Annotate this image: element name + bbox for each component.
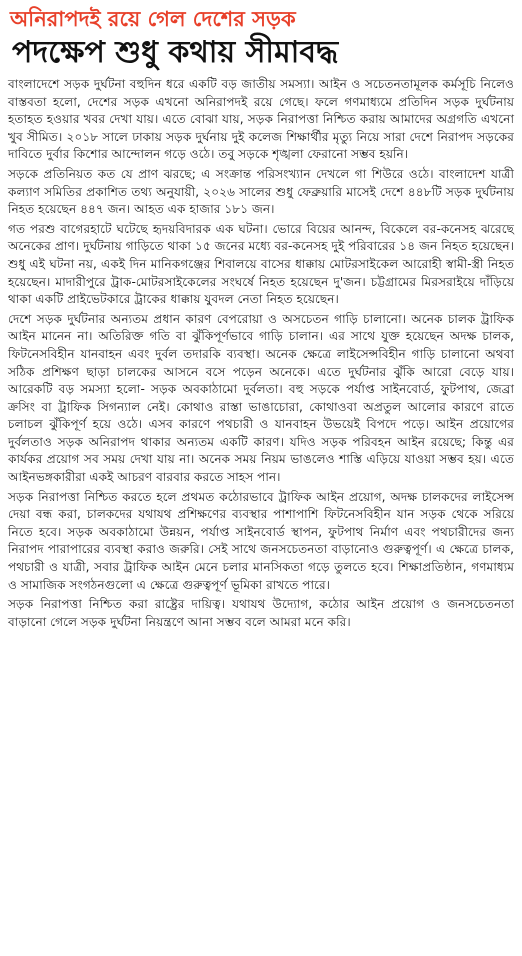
article-headline: পদক্ষেপ শুধু কথায় সীমাবদ্ধ [12, 35, 339, 70]
article-paragraph: সড়ক নিরাপত্তা নিশ্চিত করা রাষ্ট্রের দায়িত্ব। যথাযথ উদ্যোগ, কঠোর আইন প্রয়োগ ও জনসচেতনতা বাড়ানো গেলে সড়ক দুর্ঘটনা নিয়ন্ত্রণে আনা সম্ভব বলে আমরা মনে করি। [8, 597, 514, 629]
article-paragraph: সড়ক নিরাপত্তা নিশ্চিত করতে হলে প্রথমত কঠোরভাবে ট্রাফিক আইন প্রয়োগ, অদক্ষ চালকদের লাইসেন্স দেয়া বন্ধ করা, চালকদের যথাযথ প্রশিক্ষণের ব্যবস্থার পাশাপাশি ফিটনেসবিহীন যান সড়ক থেকে সরিয়ে নিতে হবে। সড়ক অবকাঠামো উন্নয়ন, পর্যাপ্ত সাইনবোর্ড স্থাপন, ফুটপাথ নির্মাণ এবং পথচারীদের জন্য নিরাপদ পারাপারের ব্যবস্থা করাও জরুরি। সেই সাথে জনসচেতনতা বাড়ানোও গুরুত্বপূর্ণ। এ ক্ষেত্রে চালক, পথচারী ও যাত্রী, সবার ট্রাফিক আইন মেনে চলার মানসিকতা গড়ে তুলতে হবে। শিক্ষাপ্রতিষ্ঠান, গণমাধ্যম ও সামাজিক সংগঠনগুলো এ ক্ষেত্রে গুরুত্বপূর্ণ ভূমিকা রাখতে পারে। [8, 489, 514, 592]
article-paragraph: দেশে সড়ক দুর্ঘটনার অন্যতম প্রধান কারণ বেপরোয়া ও অসচেতন গাড়ি চালানো। অনেক চালক ট্রাফিক আইন মানেন না। অতিরিক্ত গতি বা ঝুঁকিপূর্ণভাবে গাড়ি চালান। এর সাথে যুক্ত হয়েছেন অদক্ষ চালক, ফিটনেসবিহীন যানবাহন এবং দুর্বল তদারকি ব্যবস্থা। অনেক ক্ষেত্রে লাইসেন্সবিহীন গাড়ি চালানো অথবা সঠিক প্রশিক্ষণ ছাড়া চালকের আসনে বসে পড়েন অনেকে। এতে দুর্ঘটনার ঝুঁকি আরো বেড়ে যায়। আরেকটি বড় সমস্যা হলো- সড়ক অবকাঠামো দুর্বলতা। বহু সড়কে পর্যাপ্ত সাইনবোর্ড, ফুটপাথ, জেব্রা ক্রসিং বা ট্রাফিক সিগন্যাল নেই। কোথাও রাস্তা ভাঙাচোরা, কোথাওবা অপ্রতুল আলোর কারণে রাতে চলাচল ঝুঁকিপূর্ণ হয়ে ওঠে। এসব কারণে পথচারী ও যানবাহন উভয়েই বিপদে পড়ে। আইন প্রয়োগের দুর্বলতাও সড়ক অনিরাপদ থাকার অন্যতম একটি কারণ। যদিও সড়ক পরিবহন আইন রয়েছে; কিন্তু এর কার্যকর প্রয়োগ সব সময় দেখা যায় না। অনেক সময় নিয়ম ভাঙলেও শাস্তি এড়িয়ে যাওয়া সম্ভব হয়। এতে আইনভঙ্গকারীরা একই আচরণ বারবার করতে সাহস পান। [8, 311, 514, 485]
article-paragraph: সড়কে প্রতিনিয়ত কত যে প্রাণ ঝরছে; এ সংক্রান্ত পরিসংখ্যান দেখলে গা শিউরে ওঠে। বাংলাদেশ যাত্রী কল্যাণ সমিতির প্রকাশিত তথ্য অনুযায়ী, ২০২৬ সালের শুধু ফেব্রুয়ারি মাসেই দেশে ৪৪৮টি সড়ক দুর্ঘটনায় নিহত হয়েছেন ৪৪৭ জন। আহত এক হাজার ১৮১ জন। [8, 166, 514, 217]
article-paragraph: গত পরশু বাগেরহাটে ঘটেছে হৃদয়বিদারক এক ঘটনা। ভোরে বিয়ের আনন্দ, বিকেলে বর-কনেসহ ঝরেছে অনেকের প্রাণ। দুর্ঘটনায় গাড়িতে থাকা ১৫ জনের মধ্যে বর-কনেসহ দুই পরিবারের ১৪ জন নিহত হয়েছেন। শুধু এই ঘটনা নয়, একই দিন মানিকগঞ্জের শিবালয়ে বাসের ধাক্কায় মোটরসাইকেল আরোহী স্বামী-স্ত্রী নিহত হয়েছেন। মাদারীপুরে ট্রাক-মোটরসাইকেলের সংঘর্ষে নিহত হয়েছেন দু'জন। চট্টগ্রামের মিরসরাইয়ে দাঁড়িয়ে থাকা একটি প্রাইভেটকারে ট্রাকের ধাক্কায় যুবদল নেতা নিহত হয়েছেন। [8, 221, 514, 307]
article-kicker: অনিরাপদই রয়ে গেল দেশের সড়ক [10, 7, 296, 31]
article-paragraph: বাংলাদেশে সড়ক দুর্ঘটনা বহুদিন ধরে একটি বড় জাতীয় সমস্যা। আইন ও সচেতনতামূলক কর্মসূচি নিলেও বাস্তবতা হলো, দেশের সড়ক এখনো অনিরাপদই রয়ে গেছে। ফলে গণমাধ্যমে প্রতিদিন সড়ক দুর্ঘটনায় হতাহত হওয়ার খবর দেখা যায়। এতে বোঝা যায়, সড়ক নিরাপত্তা নিশ্চিত করায় আমাদের অগ্রগতি এখনো খুব সীমিত। ২০১৮ সালে ঢাকায় সড়ক দুর্ঘনায় দুই কলেজ শিক্ষার্থীর মৃত্যু নিয়ে সারা দেশে নিরাপদ সড়কের দাবিতে দুর্বার কিশোর আন্দোলন গড়ে ওঠে। তবু সড়কে শৃঙ্খলা ফেরানো সম্ভব হয়নি। [8, 77, 514, 162]
article-body [8, 76, 514, 631]
